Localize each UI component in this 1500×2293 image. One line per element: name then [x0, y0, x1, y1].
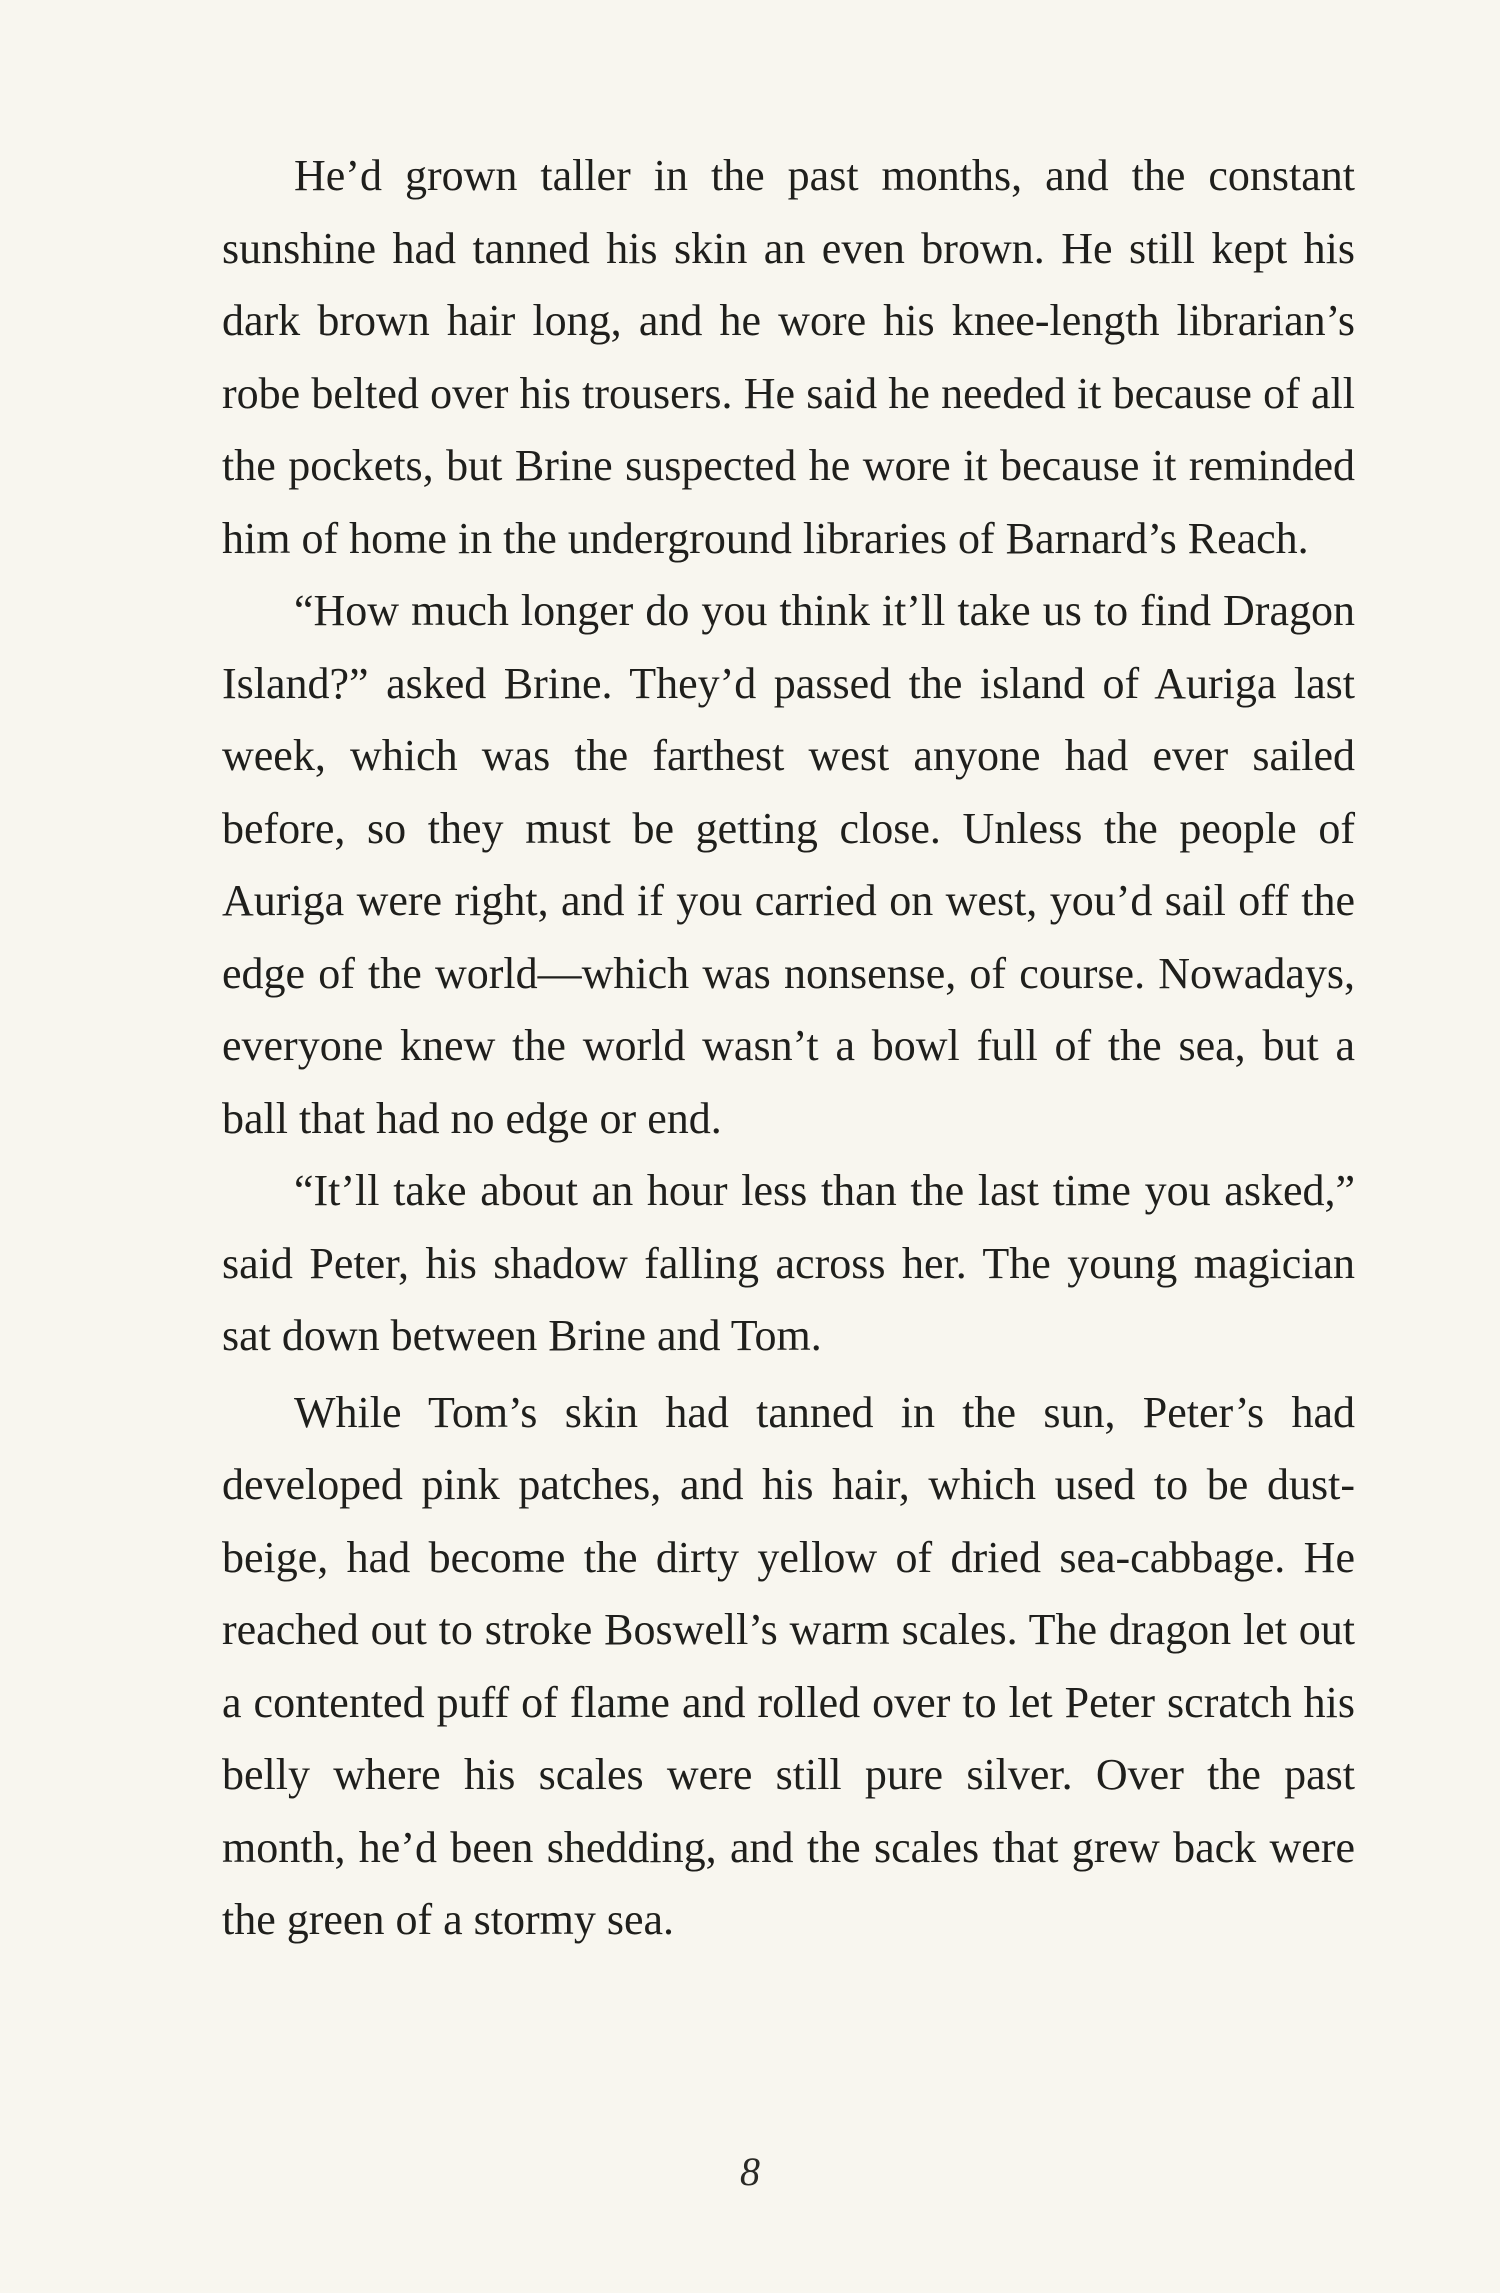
page-number: 8 — [740, 2149, 760, 2194]
paragraph-2: “How much longer do you think it’ll take us to find Dragon Island?” asked Brine. They’d passed the island of Auriga last week, which was the farthest west anyone had ever sailed before, so they must be getting close. Unless the people of Auriga were right, and if you carried on west, you’d sail off the edge of the world—which was nonsense, of course. Nowadays, everyone knew the world wasn’t a bowl full of the sea, but a ball that had no edge or end. — [222, 586, 1355, 1143]
paragraph-3: “It’ll take about an hour less than the last time you asked,” said Peter, his shadow falling across her. The young magician sat down between Brine and Tom. — [222, 1166, 1355, 1360]
paragraph-4: While Tom’s skin had tanned in the sun, Peter’s had developed pink patches, and his hair, which used to be dust-beige, had become the dirty yellow of dried sea-cabbage. He reached out to stroke Boswell’s warm scales. The dragon let out a contented puff of flame and rolled over to let Peter scratch his belly where his scales were still pure silver. Over the past month, he’d been shedding, and the scales that grew back were the green of a stormy sea. — [222, 1387, 1355, 1944]
body-text — [222, 140, 1355, 1957]
paragraph-1: He’d grown taller in the past months, and the constant sunshine had tanned his skin an even brown. He still kept his dark brown hair long, and he wore his knee-length librarian’s robe belted over his trousers. He said he needed it because of all the pockets, but Brine suspected he wore it because it reminded him of home in the underground libraries of Barnard’s Reach. — [222, 151, 1355, 563]
